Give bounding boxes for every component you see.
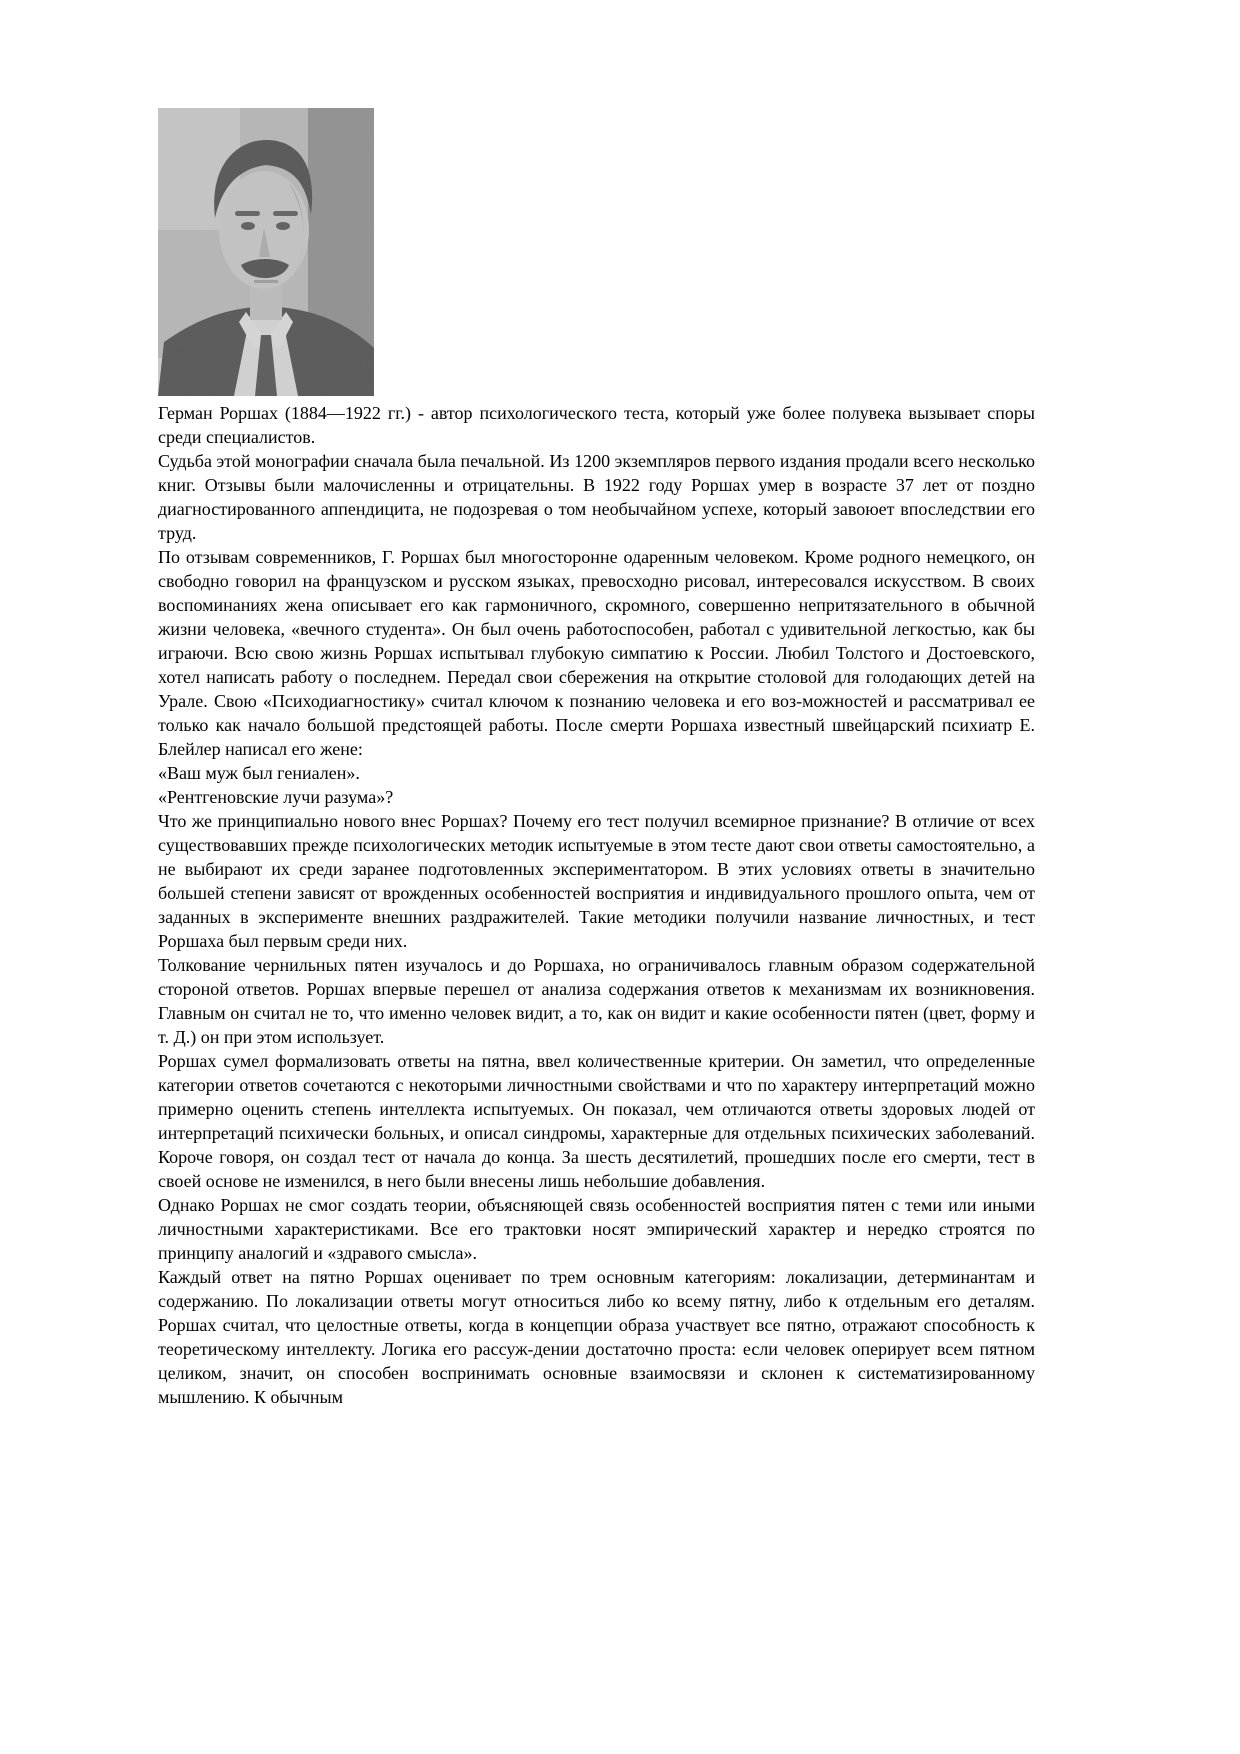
paragraph-monograph-fate: Судьба этой монографии сначала была печальной. Из 1200 экземпляров первого издания продали всего несколько книг. Отзывы были малочисленны и отрицательны. В 1922 году Роршах умер в возрасте 37 лет от поздно диагностированного аппендицита, не подозревая о том необычайном успехе, который завоюет впоследствии его труд. xyxy=(158,451,1035,543)
paragraph-bleuler-quote: «Ваш муж был гениален». xyxy=(158,763,360,783)
paragraph-inkblots-before: Толкование чернильных пятен изучалось и до Роршаха, но ограничивалось главным образом содержательной стороной ответов. Роршах впервые перешел от анализа содержания ответов к механизмам их возникновения. Главным он считал не то, что именно человек видит, а то, как он видит и какие особенности пятен (цвет, форму и т. Д.) он при этом использует. xyxy=(158,955,1035,1047)
paragraph-formalization: Роршах сумел формализовать ответы на пятна, ввел количественные критерии. Он заметил, что определенные категории ответов сочетаются с некоторыми личностными свойствами и что по характеру интерпретаций можно примерно оценить степень интеллекта испытуемых. Он показал, чем отличаются ответы здоровых людей от интерпретаций психически больных, и описал синдромы, характерные для отдельных психических заболеваний. Короче говоря, он создал тест от начала до конца. За шесть десятилетий, прошедших после его смерти, тест в своей основе не изменился, в него были внесены лишь небольшие добавления. xyxy=(158,1051,1035,1191)
section-heading-xray: «Рентгеновские лучи разума»? xyxy=(158,787,394,807)
paragraph-categories: Каждый ответ на пятно Роршах оценивает по трем основным категориям: локализации, детерминантам и содержанию. По локализации ответы могут относиться либо ко всему пятну, либо к отдельным его деталям. Роршах считал, что целостные ответы, когда в концепции образа участвует все пятно, отражают способность к теоретическому интеллекту. Логика его рассуж-дении достаточно проста: если человек оперирует всем пятном целиком, значит, он способен воспринимать основные взаимосвязи и склонен к систематизированному мышлению. К обычным xyxy=(158,1267,1035,1407)
paragraph-intro: Герман Роршах (1884—1922 гг.) - автор психологического теста, который уже более полувека вызывает споры среди специалистов. xyxy=(158,403,1035,447)
paragraph-contemporaries: По отзывам современников, Г. Роршах был многосторонне одаренным человеком. Кроме родного немецкого, он свободно говорил на французском и русском языках, превосходно рисовал, интересовался искусством. В своих воспоминаниях жена описывает его как гармоничного, скромного, совершенно непритязательного в обычной жизни человека, «вечного студента». Он был очень работоспособен, работал с удивительной легкостью, как бы играючи. Всю свою жизнь Роршах испытывал глубокую симпатию к России. Любил Толстого и Достоевского, хотел написать работу о последнем. Передал свои сбережения на открытие столовой для голодающих детей на Урале. Свою «Психодиагностику» считал ключом к познанию человека и его воз-можностей и рассматривал ее только как начало большой предстоящей работы. После смерти Роршаха известный швейцарский психиатр Е. Блейлер написал его жене: xyxy=(158,547,1035,759)
paragraph-no-theory: Однако Роршах не смог создать теории, объясняющей связь особенностей восприятия пятен с теми или иными личностными характеристиками. Все его трактовки носят эмпирический характер и нередко строятся по принципу аналогий и «здравого смысла». xyxy=(158,1195,1035,1263)
article-body xyxy=(158,401,1035,1409)
paragraph-novelty: Что же принципиально нового внес Роршах? Почему его тест получил всемирное признание? В отличие от всех существовавших прежде психологических методик испытуемые в этом тесте дают свои ответы самостоятельно, а не выбирают их среди заранее подготовленных экспериментатором. В этих условиях ответы в значительно большей степени зависят от врожденных особенностей восприятия и индивидуального прошлого опыта, чем от заданных в эксперименте внешних раздражителей. Такие методики получили название личностных, и тест Роршаха был первым среди них. xyxy=(158,811,1035,951)
portrait-image xyxy=(158,108,374,396)
hermann-rorschach-photo xyxy=(158,108,374,396)
